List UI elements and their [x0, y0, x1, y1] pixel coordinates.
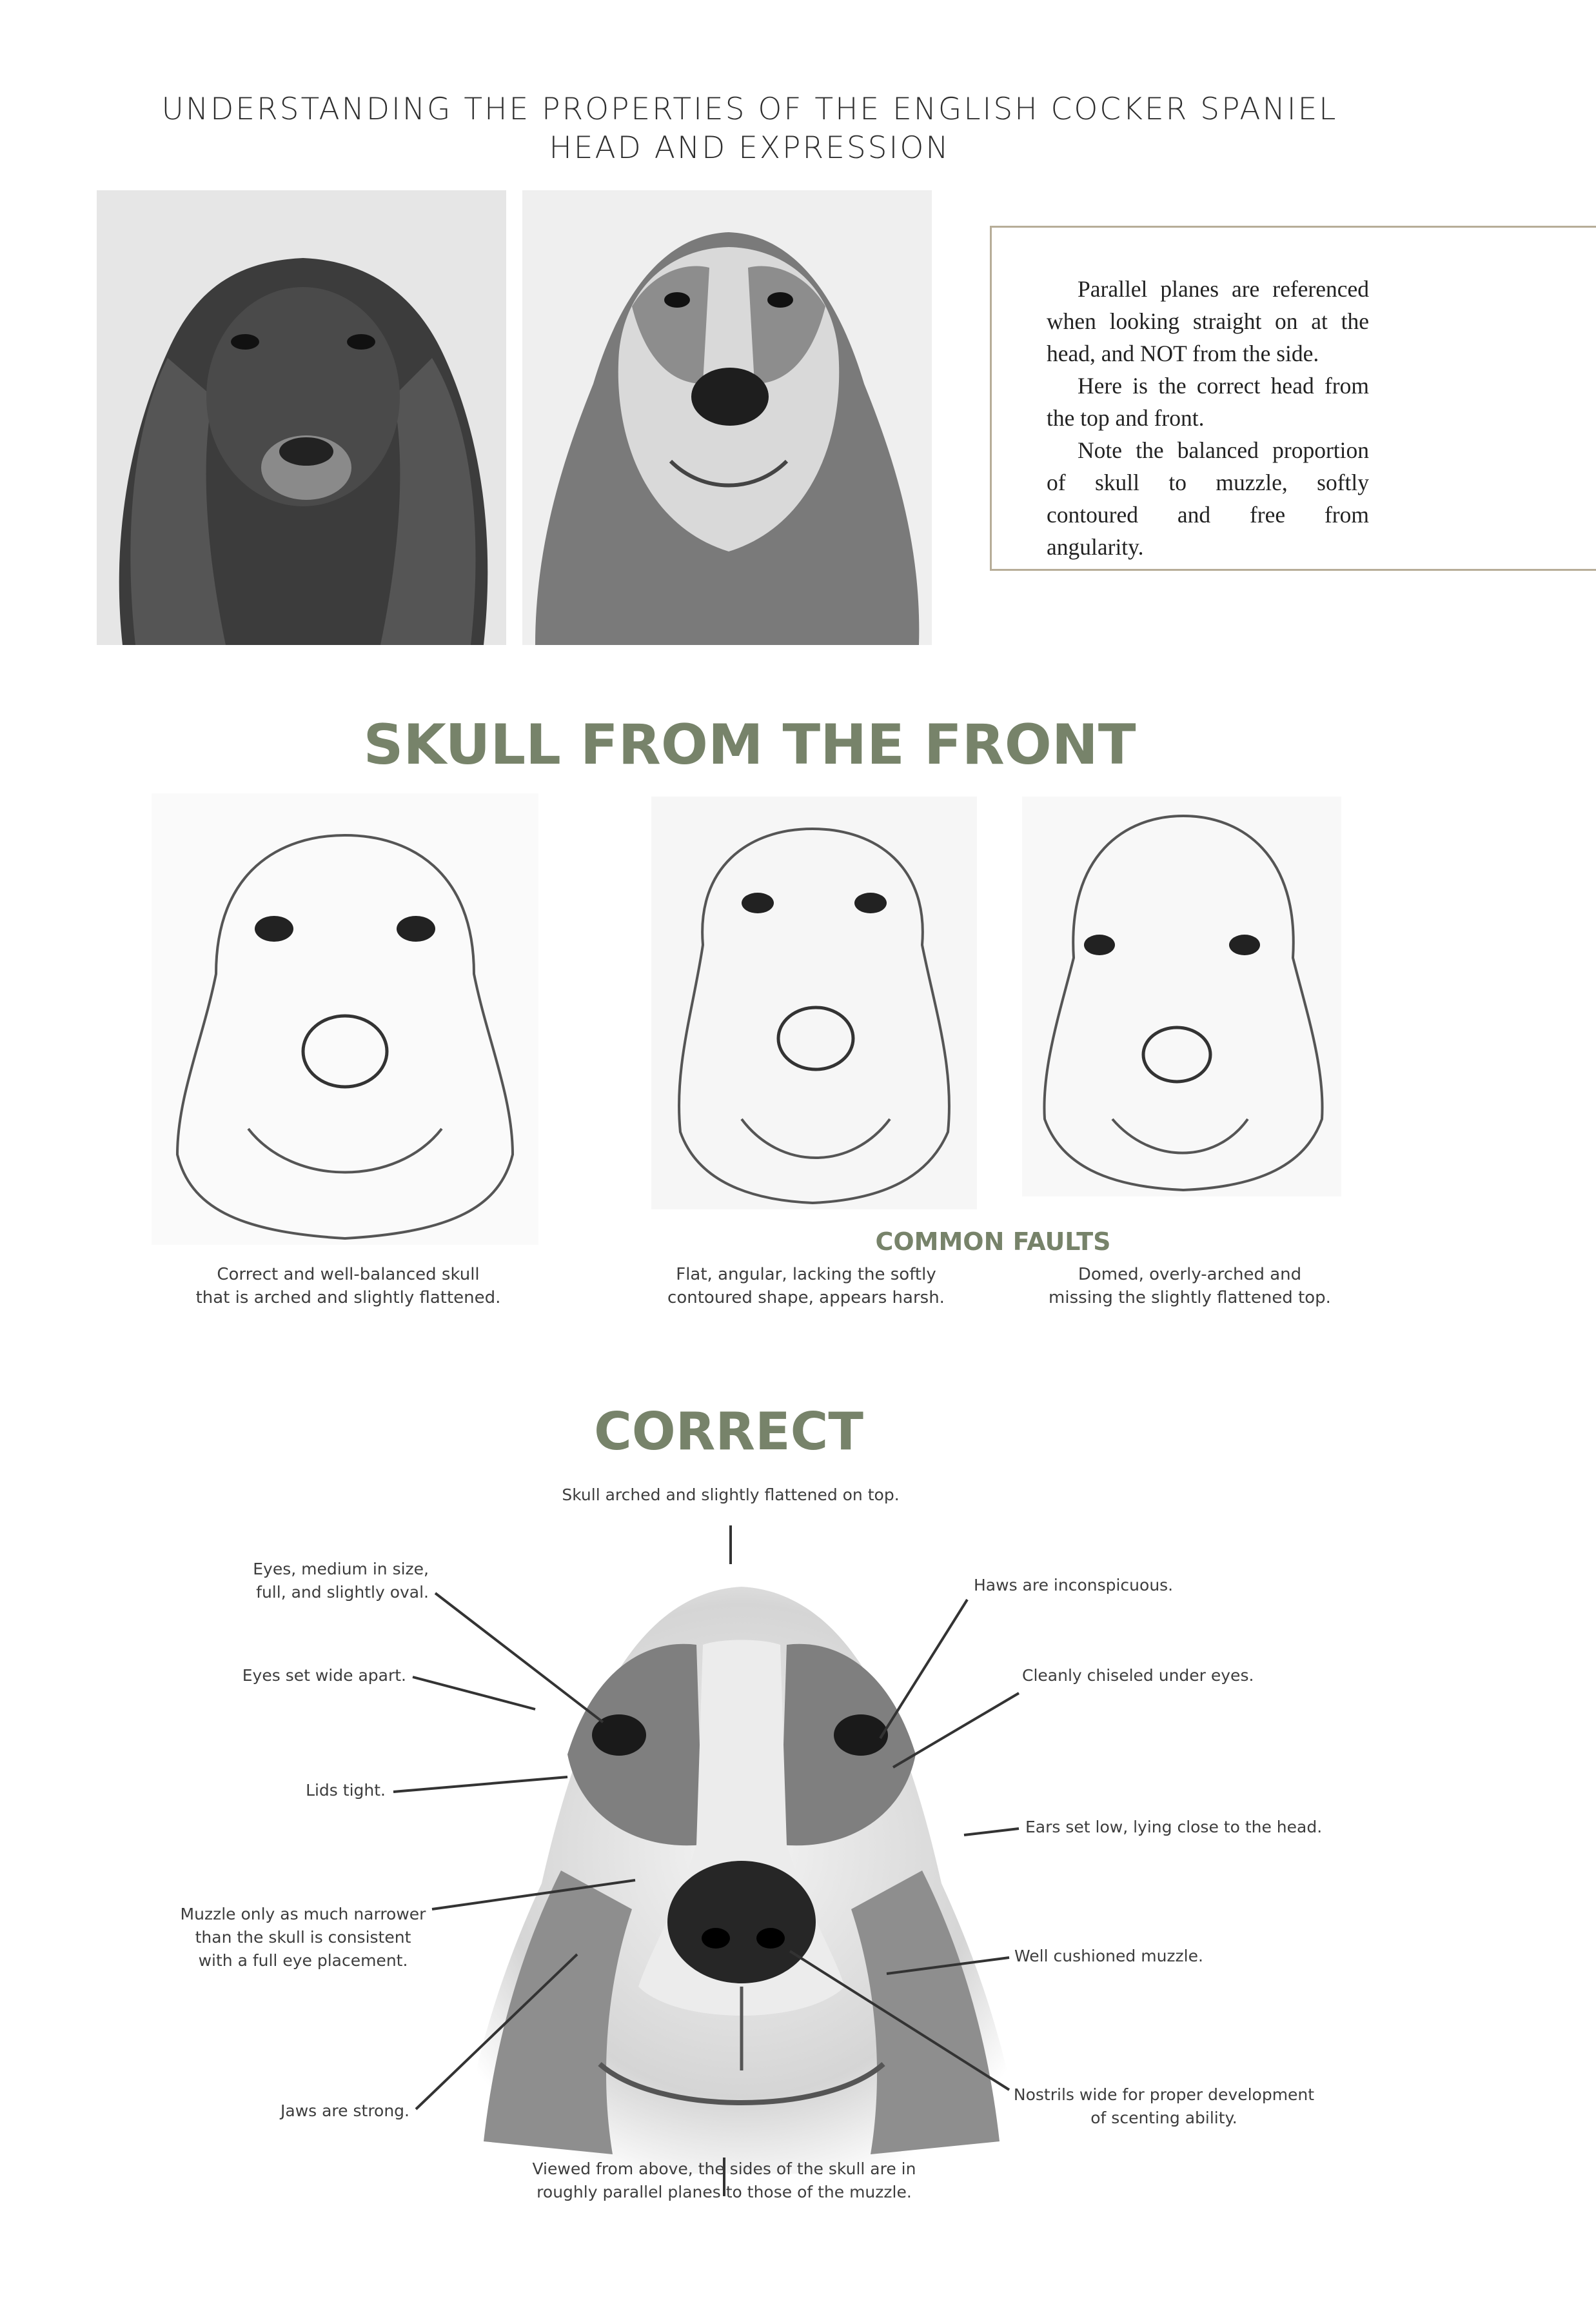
- intro-paragraph-3: Note the balanced proportion of skull to muzzle, softly contoured and free from angularity.: [1047, 437, 1369, 560]
- label-chiseled: Cleanly chiseled under eyes.: [1022, 1666, 1254, 1685]
- correct-heading: CORRECT: [594, 1402, 863, 1462]
- flat-skull-sketch: [651, 797, 977, 1209]
- label-eyes-medium: Eyes, medium in size, full, and slightly oval.: [253, 1560, 429, 1602]
- label-nostrils: Nostrils wide for proper development of scenting ability.: [1013, 2085, 1315, 2127]
- skull-front-heading: SKULL FROM THE FRONT: [363, 713, 1136, 777]
- correct-skull-sketch: [152, 793, 538, 1245]
- label-skull-top: Skull arched and slightly flattened on top.: [562, 1485, 900, 1504]
- title-line-1: UNDERSTANDING THE PROPERTIES OF THE ENGLISH COCKER SPANIEL: [161, 92, 1338, 127]
- label-cushioned: Well cushioned muzzle.: [1014, 1947, 1203, 1965]
- label-muzzle: Muzzle only as much narrower than the skull is consistent with a full eye placement.: [180, 1905, 426, 1970]
- intro-paragraph-1: Parallel planes are referenced when looking straight on at the head, and NOT from the side.: [1047, 276, 1369, 366]
- common-faults-heading: COMMON FAULTS: [875, 1227, 1111, 1256]
- label-viewed-from-above: Viewed from above, the sides of the skull are in roughly parallel planes to those of the muzzle.: [532, 2159, 916, 2201]
- intro-paragraph-2: Here is the correct head from the top and front.: [1047, 373, 1369, 431]
- caption-correct-skull: Correct and well-balanced skull that is arched and slightly flattened.: [195, 1265, 501, 1307]
- page-title: [0, 90, 1499, 168]
- domed-skull-sketch: [1022, 797, 1341, 1196]
- label-haws: Haws are inconspicuous.: [974, 1576, 1174, 1594]
- parti-spaniel-photo: [522, 190, 932, 645]
- label-ears: Ears set low, lying close to the head.: [1025, 1818, 1323, 1836]
- dark-spaniel-photo: [97, 190, 506, 645]
- label-lids: Lids tight.: [306, 1781, 386, 1800]
- label-jaws: Jaws are strong.: [281, 2101, 409, 2120]
- intro-text: [1047, 273, 1369, 563]
- caption-flat-skull: Flat, angular, lacking the softly contoured shape, appears harsh.: [667, 1265, 945, 1307]
- intro-text-box: [990, 226, 1596, 571]
- caption-domed-skull: Domed, overly-arched and missing the slightly flattened top.: [1049, 1265, 1331, 1307]
- correct-head-illustration: [445, 1574, 1038, 2174]
- title-line-2: HEAD AND EXPRESSION: [549, 130, 951, 166]
- label-eyes-wide: Eyes set wide apart.: [242, 1666, 406, 1685]
